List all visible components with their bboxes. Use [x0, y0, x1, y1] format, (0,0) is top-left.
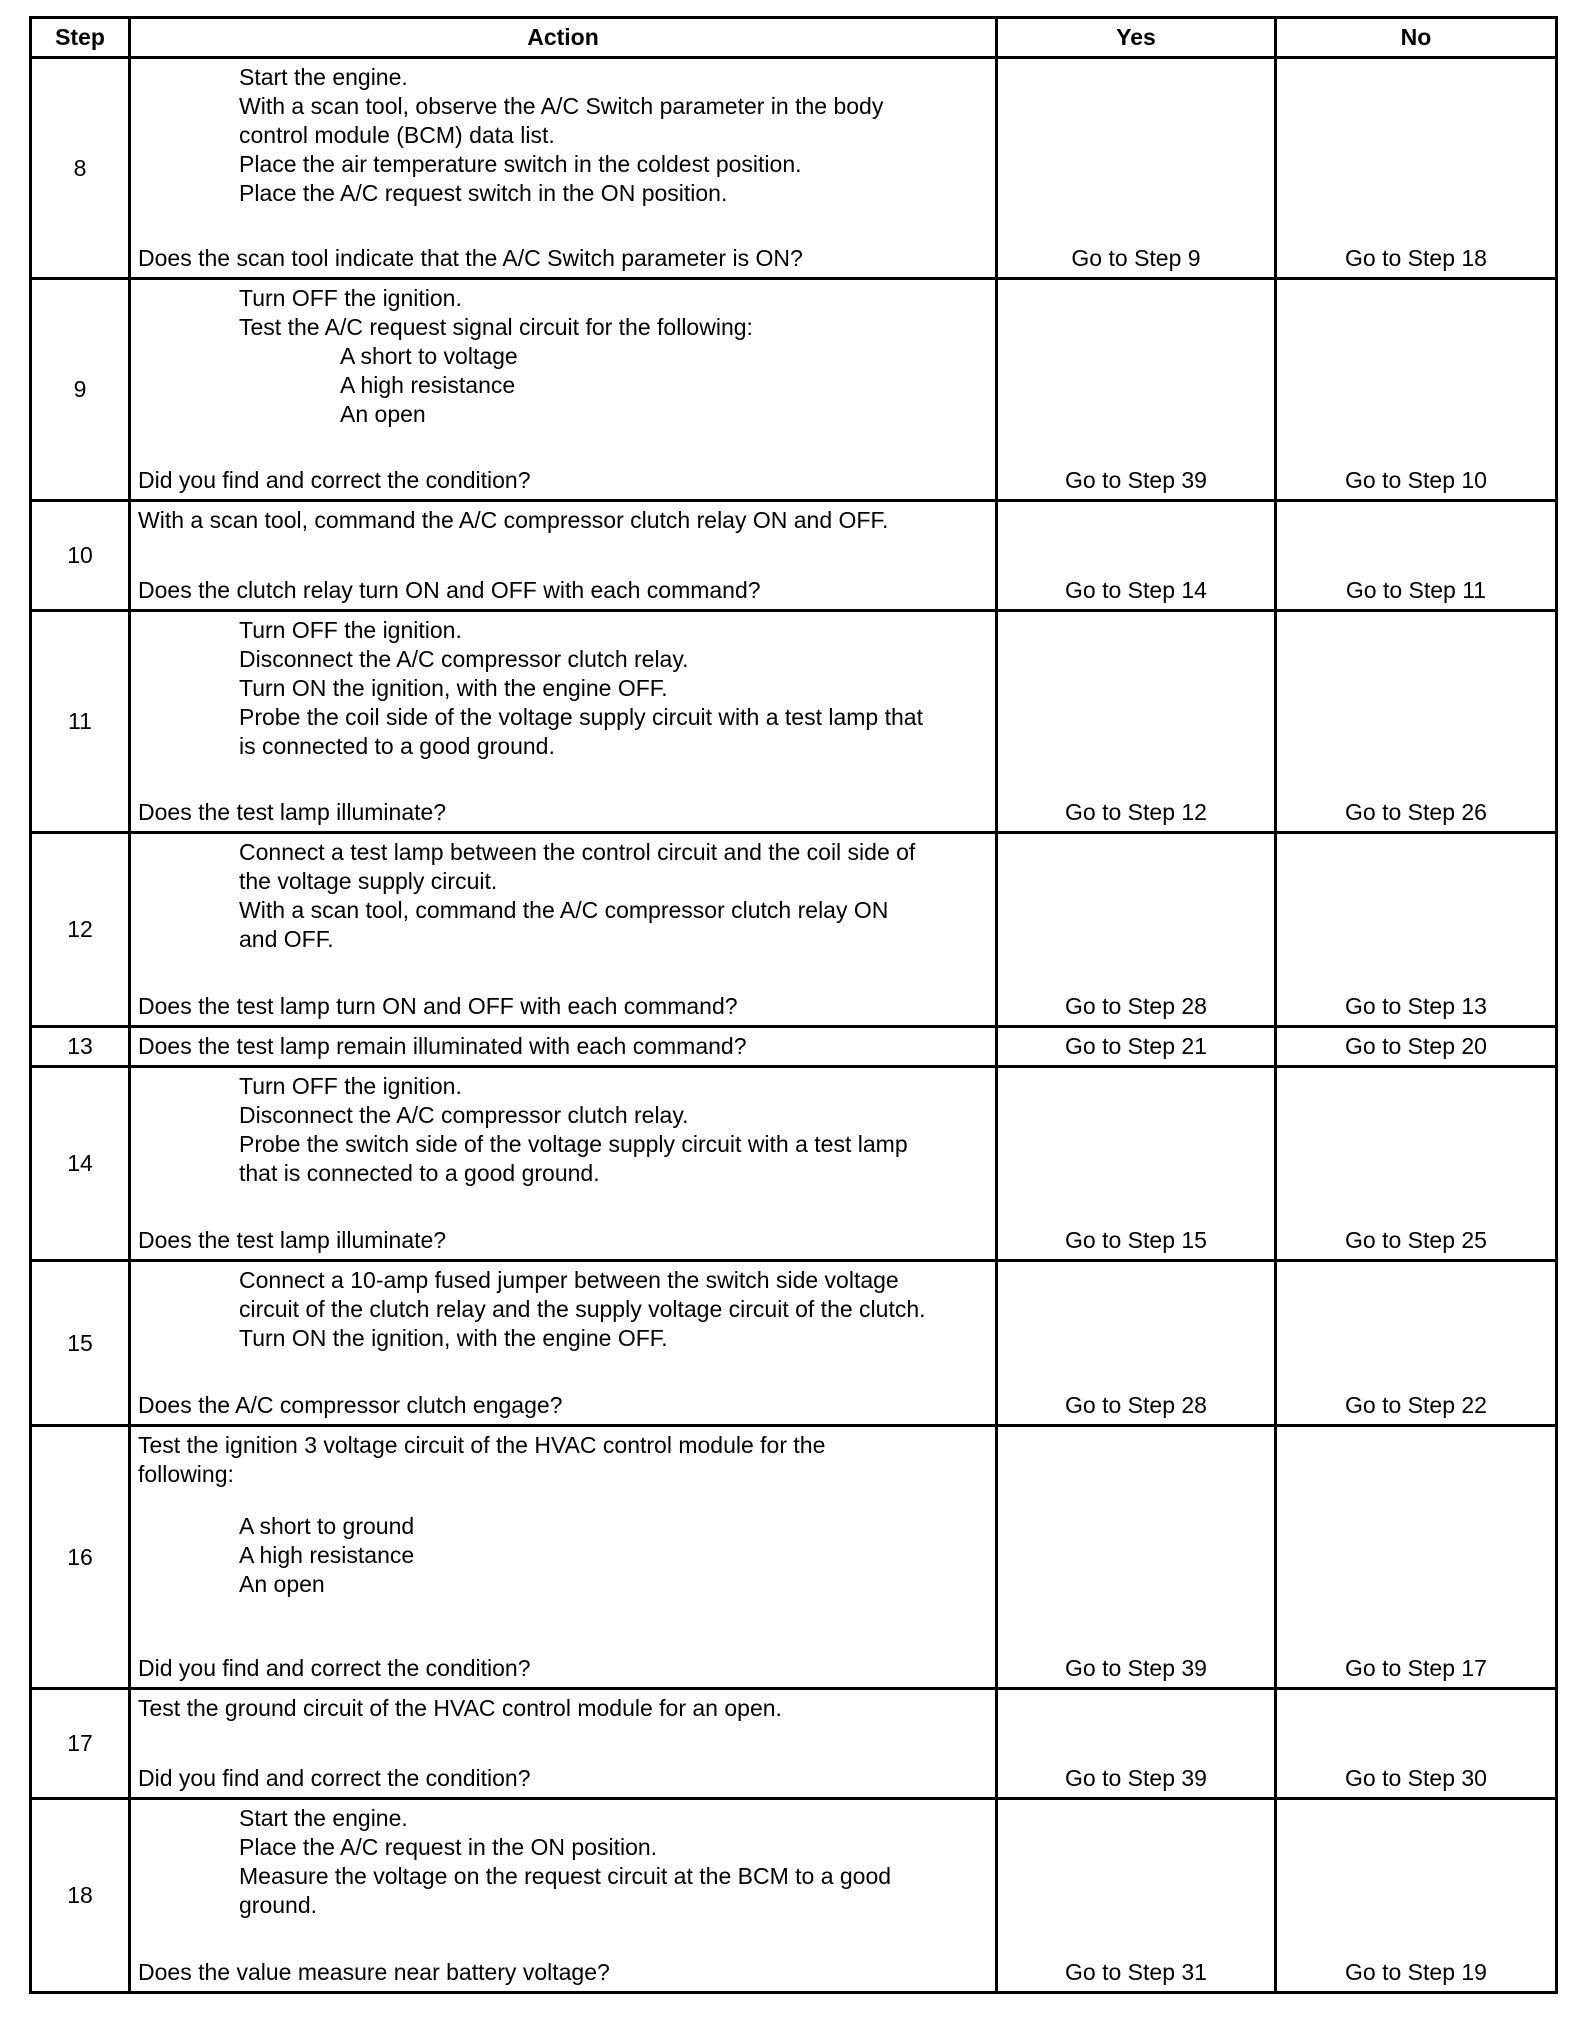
step-number: 17 — [31, 1689, 130, 1799]
yes-outcome: Go to Step 31 — [997, 1799, 1276, 1993]
header-row — [31, 18, 1557, 58]
header-step: Step — [31, 18, 130, 58]
yes-outcome: Go to Step 14 — [997, 501, 1276, 611]
table-row — [31, 279, 1557, 501]
diagnostic-table — [29, 16, 1558, 1994]
yes-outcome: Go to Step 28 — [997, 1261, 1276, 1426]
action-content — [138, 616, 987, 827]
no-outcome: Go to Step 25 — [1276, 1067, 1557, 1261]
instruction-line: Turn ON the ignition, with the engine OFF. — [239, 675, 668, 701]
instruction-line: Connect a 10-amp fused jumper between the switch side voltage — [239, 1267, 899, 1293]
instruction-line: Turn OFF the ignition. — [239, 1073, 462, 1099]
step-number: 9 — [31, 279, 130, 501]
instruction-line: the voltage supply circuit. — [239, 868, 498, 894]
instruction-line: Turn ON the ignition, with the engine OFF. — [239, 1325, 668, 1351]
step-number: 16 — [31, 1426, 130, 1689]
instruction-lines — [138, 506, 987, 535]
instruction-lines — [138, 1072, 987, 1188]
instruction-line: Start the engine. — [239, 64, 408, 90]
yes-outcome: Go to Step 21 — [997, 1027, 1276, 1067]
yes-outcome: Go to Step 28 — [997, 833, 1276, 1027]
instruction-lines — [138, 1694, 987, 1723]
instruction-line: that is connected to a good ground. — [239, 1160, 600, 1186]
action-cell — [130, 1799, 997, 1993]
instruction-line: Turn OFF the ignition. — [239, 617, 462, 643]
no-outcome: Go to Step 19 — [1276, 1799, 1557, 1993]
table-row — [31, 58, 1557, 279]
instruction-lines — [138, 616, 987, 761]
action-content — [138, 63, 987, 273]
step-number: 15 — [31, 1261, 130, 1426]
action-content — [138, 1266, 987, 1420]
instruction-lines — [138, 284, 987, 429]
step-number: 18 — [31, 1799, 130, 1993]
action-cell — [130, 1067, 997, 1261]
action-cell — [130, 833, 997, 1027]
table-row — [31, 611, 1557, 833]
instruction-line: Start the engine. — [239, 1805, 408, 1831]
question-text: Did you find and correct the condition? — [138, 1765, 531, 1791]
action-cell — [130, 58, 997, 279]
yes-outcome: Go to Step 12 — [997, 611, 1276, 833]
instruction-line: and OFF. — [239, 926, 334, 952]
instruction-line: Disconnect the A/C compressor clutch relay. — [239, 1102, 689, 1128]
instruction-line: Place the air temperature switch in the coldest position. — [239, 151, 802, 177]
step-number: 13 — [31, 1027, 130, 1067]
spacer — [138, 1489, 987, 1512]
instruction-line: following: — [138, 1461, 234, 1487]
question-text: Does the test lamp turn ON and OFF with each command? — [138, 993, 738, 1019]
action-content — [138, 1032, 987, 1061]
no-outcome: Go to Step 22 — [1276, 1261, 1557, 1426]
instruction-line: With a scan tool, command the A/C compressor clutch relay ON and OFF. — [138, 507, 889, 533]
instruction-line: Measure the voltage on the request circuit at the BCM to a good — [239, 1863, 892, 1889]
question-text: Did you find and correct the condition? — [138, 467, 531, 493]
no-outcome: Go to Step 30 — [1276, 1689, 1557, 1799]
condition-item: A short to ground — [239, 1513, 415, 1539]
instruction-lines — [138, 838, 987, 954]
action-content — [138, 1072, 987, 1255]
instruction-line: Disconnect the A/C compressor clutch relay. — [239, 646, 689, 672]
yes-outcome: Go to Step 39 — [997, 279, 1276, 501]
action-cell — [130, 1027, 997, 1067]
question-text: Does the clutch relay turn ON and OFF with each command? — [138, 577, 761, 603]
question-text: Does the scan tool indicate that the A/C Switch parameter is ON? — [138, 245, 803, 271]
table-row — [31, 1067, 1557, 1261]
condition-list — [138, 1512, 987, 1599]
step-number: 14 — [31, 1067, 130, 1261]
step-number: 10 — [31, 501, 130, 611]
action-cell — [130, 1261, 997, 1426]
instruction-line: Place the A/C request switch in the ON position. — [239, 180, 728, 206]
instruction-line: With a scan tool, observe the A/C Switch parameter in the body — [239, 93, 884, 119]
header-action: Action — [130, 18, 997, 58]
condition-item: A short to voltage — [340, 343, 518, 369]
action-content — [138, 1804, 987, 1987]
instruction-line: Probe the coil side of the voltage supply circuit with a test lamp that — [239, 704, 923, 730]
action-content — [138, 838, 987, 1021]
action-cell — [130, 611, 997, 833]
table-body — [31, 58, 1557, 1993]
action-cell — [130, 279, 997, 501]
action-content — [138, 284, 987, 495]
no-outcome: Go to Step 18 — [1276, 58, 1557, 279]
action-content — [138, 506, 987, 605]
instruction-line: Turn OFF the ignition. — [239, 285, 462, 311]
instruction-line: ground. — [239, 1892, 318, 1918]
table-row — [31, 1689, 1557, 1799]
no-outcome: Go to Step 17 — [1276, 1426, 1557, 1689]
no-outcome: Go to Step 10 — [1276, 279, 1557, 501]
question-text: Does the A/C compressor clutch engage? — [138, 1392, 563, 1418]
question-text: Does the test lamp illuminate? — [138, 1227, 447, 1253]
action-cell — [130, 1689, 997, 1799]
action-content — [138, 1694, 987, 1793]
instruction-line: With a scan tool, command the A/C compressor clutch relay ON — [239, 897, 889, 923]
table-row — [31, 1799, 1557, 1993]
instruction-line: control module (BCM) data list. — [239, 122, 555, 148]
step-number: 11 — [31, 611, 130, 833]
condition-list — [239, 342, 987, 429]
condition-item: A high resistance — [340, 372, 516, 398]
no-outcome: Go to Step 20 — [1276, 1027, 1557, 1067]
table-row — [31, 1027, 1557, 1067]
question-text: Does the test lamp remain illuminated with each command? — [138, 1033, 747, 1059]
instruction-line: Probe the switch side of the voltage supply circuit with a test lamp — [239, 1131, 908, 1157]
instruction-line: is connected to a good ground. — [239, 733, 555, 759]
condition-item: An open — [239, 1571, 325, 1597]
yes-outcome: Go to Step 39 — [997, 1689, 1276, 1799]
table-row — [31, 833, 1557, 1027]
table-row — [31, 1261, 1557, 1426]
no-outcome: Go to Step 13 — [1276, 833, 1557, 1027]
header-no: No — [1276, 18, 1557, 58]
condition-item: An open — [340, 401, 426, 427]
yes-outcome: Go to Step 15 — [997, 1067, 1276, 1261]
step-number: 12 — [31, 833, 130, 1027]
table-row — [31, 1426, 1557, 1689]
instruction-line: Test the A/C request signal circuit for the following: — [239, 314, 753, 340]
header-yes: Yes — [997, 18, 1276, 58]
no-outcome: Go to Step 11 — [1276, 501, 1557, 611]
instruction-line: Connect a test lamp between the control circuit and the coil side of — [239, 839, 916, 865]
instruction-lines — [138, 1804, 987, 1920]
instruction-lines — [138, 1266, 987, 1353]
table-row — [31, 501, 1557, 611]
instruction-line: circuit of the clutch relay and the supply voltage circuit of the clutch. — [239, 1296, 926, 1322]
instruction-lines — [138, 63, 987, 208]
instruction-line: Test the ignition 3 voltage circuit of the HVAC control module for the — [138, 1432, 826, 1458]
action-content — [138, 1431, 987, 1683]
yes-outcome: Go to Step 39 — [997, 1426, 1276, 1689]
instruction-lines — [138, 1431, 987, 1599]
question-text: Does the test lamp illuminate? — [138, 799, 447, 825]
instruction-line: Test the ground circuit of the HVAC control module for an open. — [138, 1695, 782, 1721]
condition-item: A high resistance — [239, 1542, 415, 1568]
step-number: 8 — [31, 58, 130, 279]
action-cell — [130, 501, 997, 611]
question-text: Does the value measure near battery voltage? — [138, 1959, 610, 1985]
instruction-line: Place the A/C request in the ON position. — [239, 1834, 658, 1860]
no-outcome: Go to Step 26 — [1276, 611, 1557, 833]
question-text: Did you find and correct the condition? — [138, 1655, 531, 1681]
yes-outcome: Go to Step 9 — [997, 58, 1276, 279]
action-cell — [130, 1426, 997, 1689]
